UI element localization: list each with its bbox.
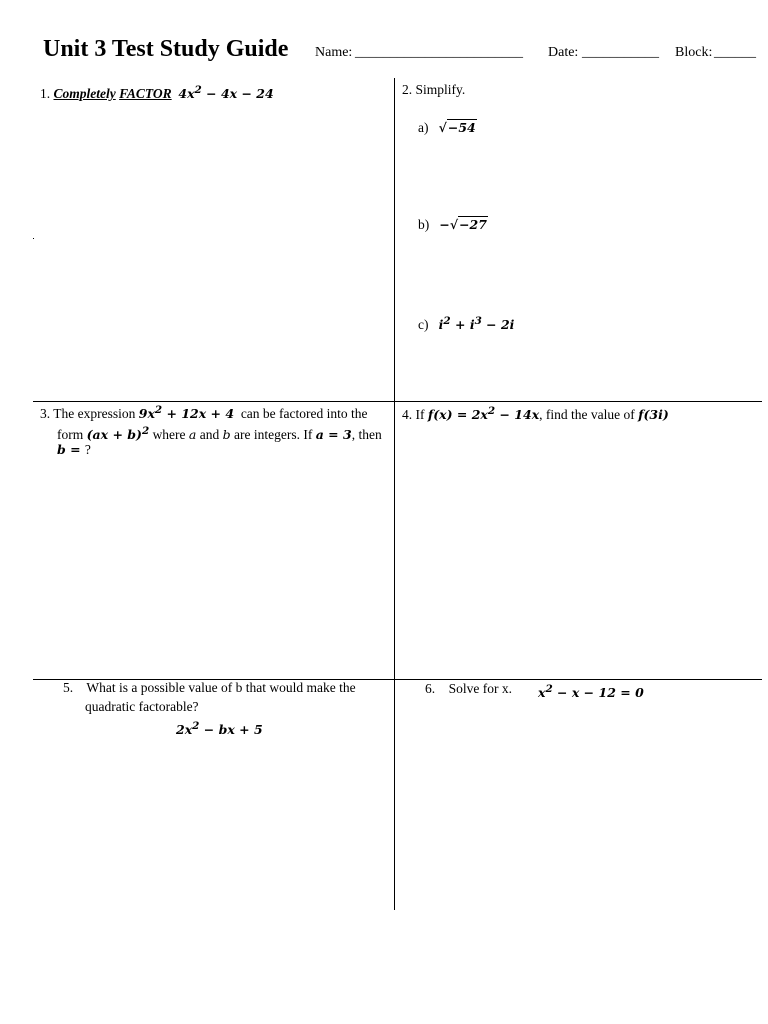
q2-part-a: a) √−54: [418, 120, 476, 135]
q1-expression: $4x^2 - 4x - 24$: [178, 84, 274, 102]
date-field[interactable]: ___________: [582, 45, 659, 60]
q4-evaluate: f(3i): [638, 407, 669, 423]
question-3: 3. The expression $9x^2 + 12x + 4$ can be factored into the: [40, 404, 368, 422]
q2b-expression: −√−27: [439, 217, 487, 232]
block-label: Block:: [675, 45, 713, 60]
q1-emphasis-completely: Completely: [53, 86, 116, 102]
q6-expression: $x^2 - x - 12 = 0$: [538, 683, 644, 701]
question-number: 1.: [40, 86, 51, 102]
q2-prompt: Simplify.: [415, 82, 466, 97]
question-number: 5.: [63, 680, 74, 695]
question-5: 5. What is a possible value of b that would make the: [63, 680, 356, 695]
question-1: [40, 80, 274, 104]
q2-part-c: c) $i^2 + i^3 - 2i$: [418, 315, 515, 333]
q4-function: $f(x) = 2x^2 - 14x$: [427, 405, 540, 423]
stray-mark: [33, 238, 34, 239]
q2c-expression: $i^2 + i^3 - 2i$: [438, 315, 515, 333]
question-6: [425, 679, 512, 699]
question-number: 4.: [402, 407, 413, 423]
q3-line-3: b = ?: [57, 442, 91, 457]
question-number: 2.: [402, 82, 413, 97]
column-divider: [394, 78, 395, 910]
q5-line-2: quadratic factorable?: [85, 699, 199, 714]
name-field[interactable]: ________________________: [355, 45, 523, 60]
q2-part-b: b) −√−27: [418, 217, 487, 232]
question-number: 3.: [40, 406, 51, 422]
name-label: Name:: [315, 45, 353, 60]
question-4: 4. If $f(x) = 2x^2 - 14x$, find the value of f(3i): [402, 405, 669, 423]
q6-prompt: Solve for x.: [448, 681, 512, 696]
q3-expression: $9x^2 + 12x + 4$: [138, 404, 235, 422]
block-field[interactable]: ______: [714, 45, 756, 60]
question-2: [402, 80, 465, 100]
date-label: Date:: [548, 45, 579, 60]
question-number: 6.: [425, 681, 436, 696]
q3-line-2: form (ax + b)$^2$ where a and b are integers. If a = 3, then: [57, 425, 382, 443]
q2a-expression: √−54: [438, 120, 476, 135]
q3-condition: a = 3: [315, 427, 352, 443]
q3-form: (ax + b)$^2$: [86, 425, 150, 443]
q1-emphasis-factor: FACTOR: [119, 86, 172, 102]
page-title: Unit 3 Test Study Guide: [43, 36, 289, 62]
q5-expression: $2x^2$ − bx + 5: [176, 720, 263, 738]
